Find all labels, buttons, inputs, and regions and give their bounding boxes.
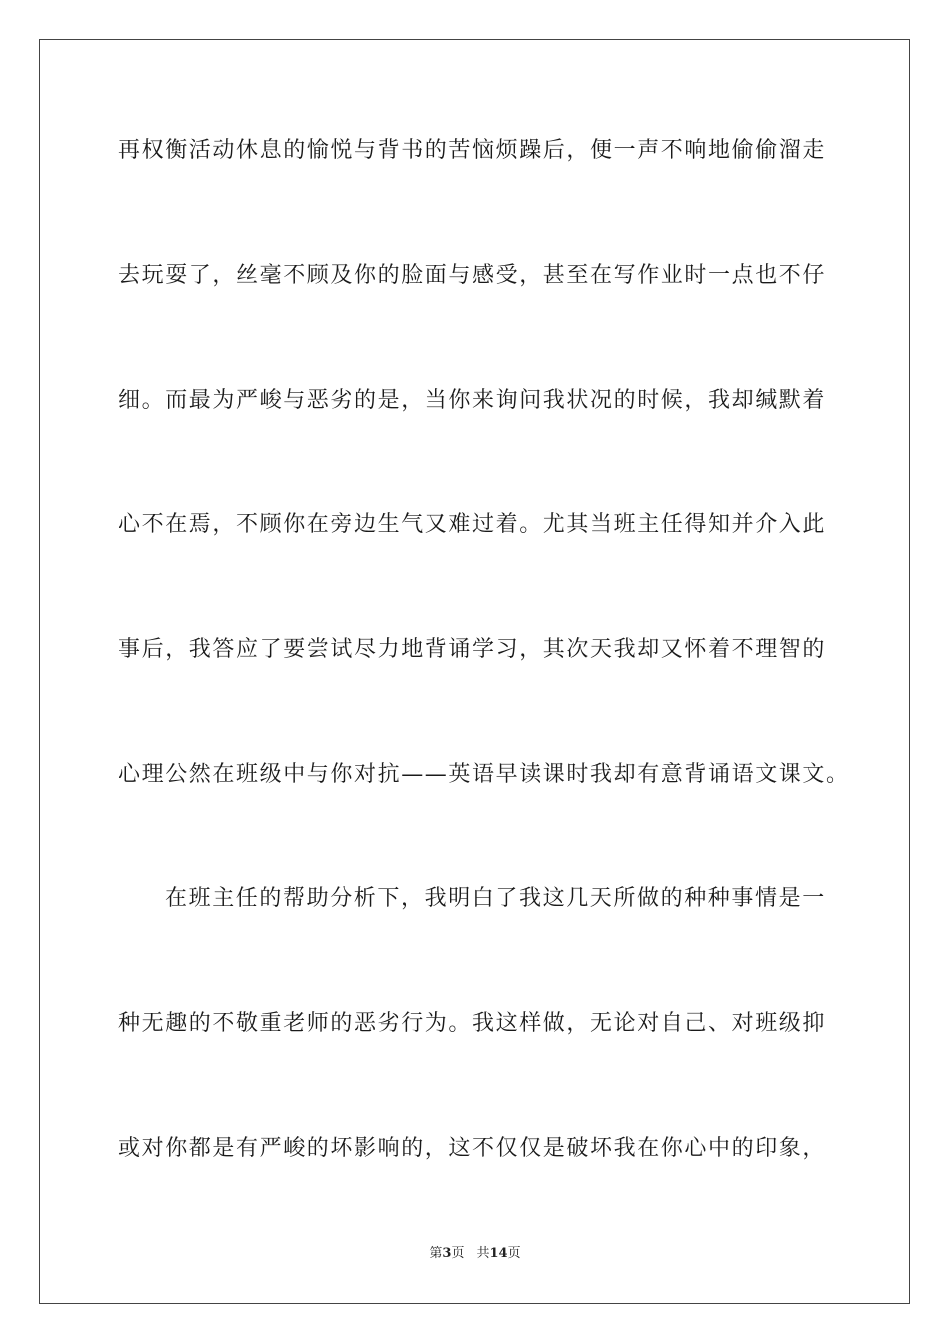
text-line-1: 再权衡活动休息的愉悦与背书的苦恼烦躁后，便一声不响地偷偷溜走	[118, 138, 827, 163]
total-prefix: 共	[476, 1246, 490, 1261]
text-line-3: 细。而最为严峻与恶劣的是，当你来询问我状况的时候，我却缄默着	[118, 388, 827, 413]
text-line-5: 事后，我答应了要尝试尽力地背诵学习，其次天我却又怀着不理智的	[118, 637, 827, 662]
text-line-8: 种无趣的不敬重老师的恶劣行为。我这样做，无论对自己、对班级抑	[118, 1011, 827, 1036]
page-suffix: 页	[451, 1246, 465, 1261]
page-footer	[0, 1245, 950, 1263]
page-number: 3	[442, 1246, 452, 1261]
total-pages: 14	[489, 1246, 508, 1261]
text-line-7: 在班主任的帮助分析下，我明白了我这几天所做的种种事情是一	[165, 886, 826, 911]
text-line-6: 心理公然在班级中与你对抗——英语早读课时我却有意背诵语文课文。	[118, 762, 850, 787]
page-prefix: 第	[429, 1246, 443, 1261]
total-suffix: 页	[507, 1246, 521, 1261]
text-line-4: 心不在焉，不顾你在旁边生气又难过着。尤其当班主任得知并介入此	[118, 512, 827, 537]
page-border	[39, 39, 910, 1304]
text-line-9: 或对你都是有严峻的坏影响的，这不仅仅是破坏我在你心中的印象，	[118, 1136, 827, 1161]
text-line-2: 去玩耍了，丝毫不顾及你的脸面与感受，甚至在写作业时一点也不仔	[118, 263, 827, 288]
